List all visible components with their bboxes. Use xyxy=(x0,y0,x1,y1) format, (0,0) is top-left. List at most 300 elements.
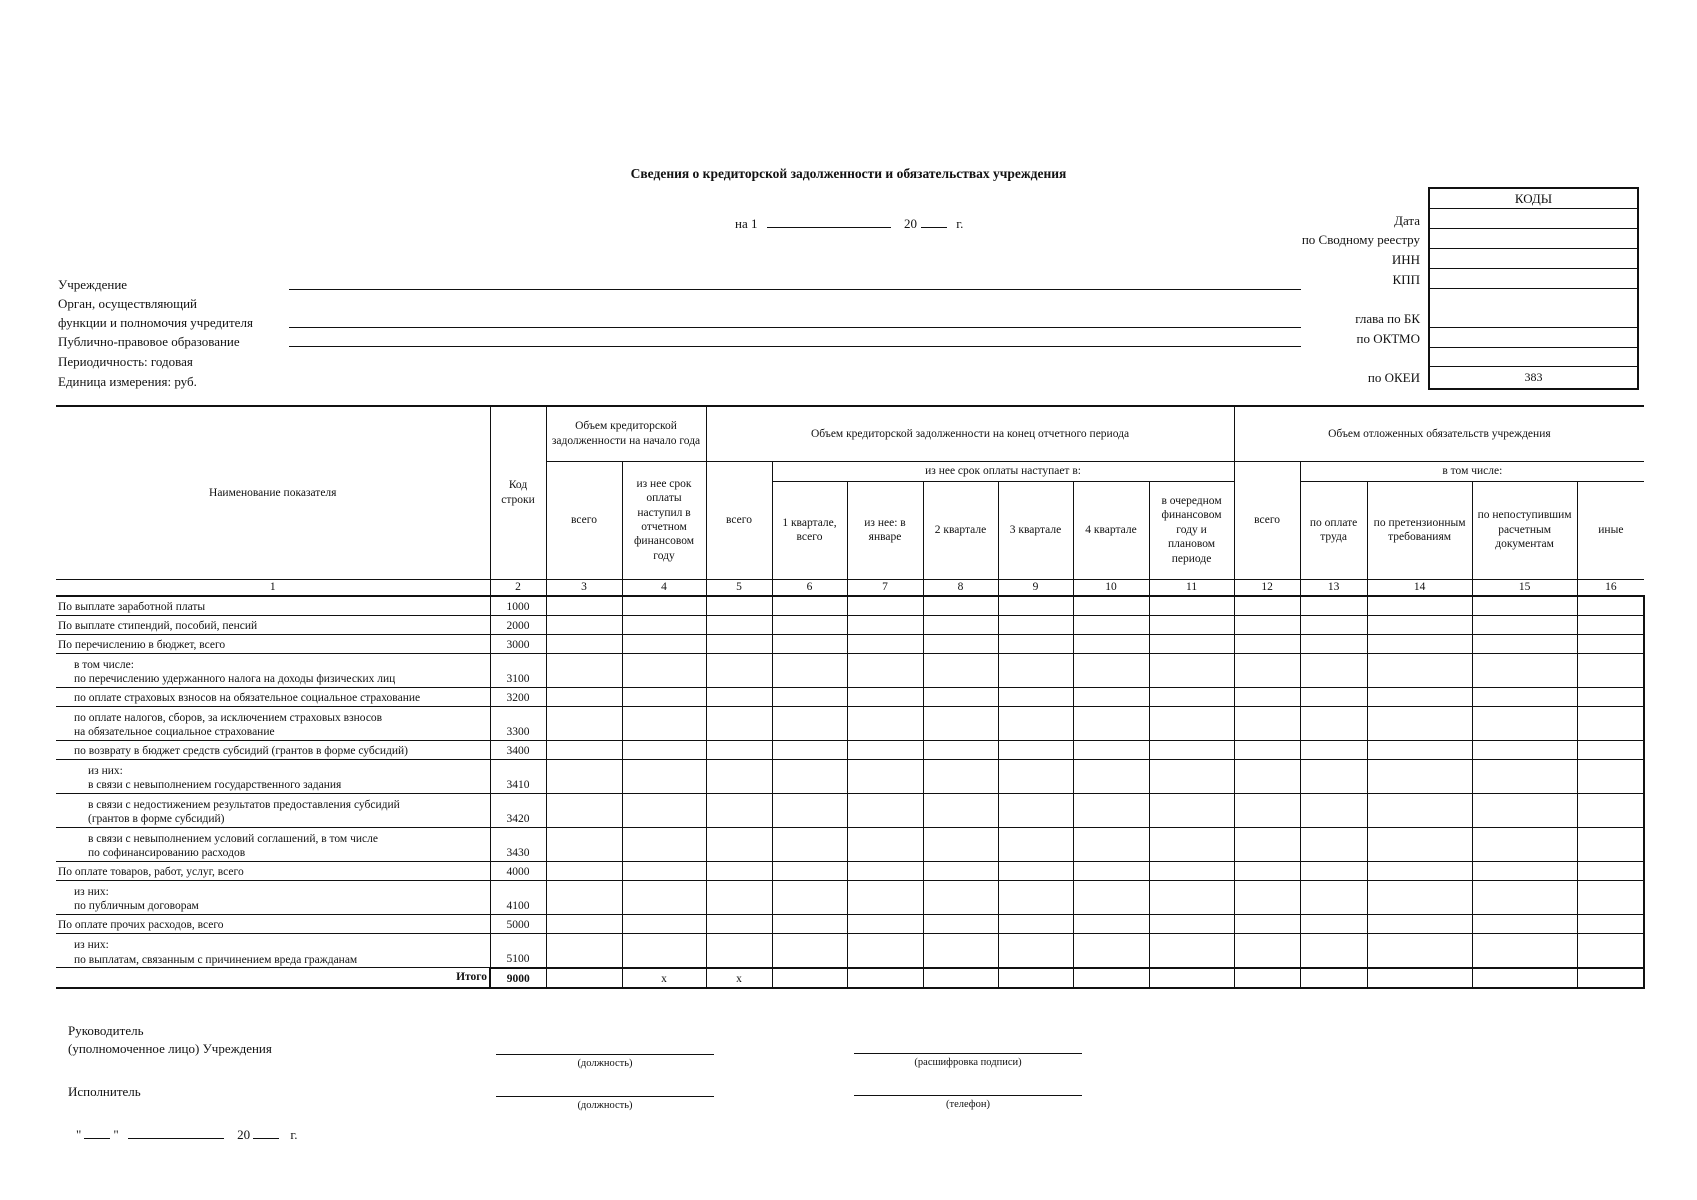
value-cell[interactable] xyxy=(923,914,998,933)
value-cell[interactable] xyxy=(772,827,847,861)
value-cell[interactable] xyxy=(772,880,847,914)
value-cell[interactable] xyxy=(1073,827,1149,861)
value-cell[interactable] xyxy=(706,880,772,914)
value-cell[interactable] xyxy=(1367,596,1472,616)
value-cell[interactable] xyxy=(1149,706,1234,740)
value-cell[interactable] xyxy=(546,615,622,634)
value-cell[interactable] xyxy=(1073,706,1149,740)
value-cell[interactable] xyxy=(622,634,706,653)
value-cell[interactable] xyxy=(1577,740,1644,759)
col-header-q3: 3 квартале xyxy=(998,481,1073,579)
total-value-cell[interactable] xyxy=(772,968,847,988)
value-cell[interactable] xyxy=(546,634,622,653)
code-inn-cell[interactable] xyxy=(1430,249,1637,269)
value-cell[interactable] xyxy=(998,861,1073,880)
value-cell[interactable] xyxy=(847,687,923,706)
value-cell[interactable] xyxy=(923,634,998,653)
year-blank[interactable] xyxy=(921,215,947,228)
row-code: 3400 xyxy=(490,740,546,759)
total-value-cell[interactable] xyxy=(998,968,1073,988)
total-value-cell[interactable] xyxy=(1149,968,1234,988)
value-cell[interactable] xyxy=(622,933,706,968)
value-cell[interactable] xyxy=(1073,861,1149,880)
value-cell[interactable] xyxy=(1073,615,1149,634)
value-cell[interactable] xyxy=(772,687,847,706)
col-header-labor: по оплате труда xyxy=(1300,481,1367,579)
value-cell[interactable] xyxy=(998,933,1073,968)
value-cell[interactable] xyxy=(1149,827,1234,861)
value-cell[interactable] xyxy=(1149,615,1234,634)
value-cell[interactable] xyxy=(1073,793,1149,827)
value-cell[interactable] xyxy=(923,759,998,793)
value-cell[interactable] xyxy=(1300,706,1367,740)
value-cell[interactable] xyxy=(923,706,998,740)
value-cell[interactable] xyxy=(1073,634,1149,653)
value-cell[interactable] xyxy=(622,793,706,827)
public-entity-label: Публично-правовое образование xyxy=(58,334,240,349)
value-cell[interactable] xyxy=(847,706,923,740)
table-body xyxy=(56,596,1644,988)
value-cell[interactable] xyxy=(622,914,706,933)
value-cell[interactable] xyxy=(1367,827,1472,861)
value-cell[interactable] xyxy=(772,933,847,968)
col-header-unreceived: по непоступившим расчетным документам xyxy=(1472,481,1577,579)
value-cell[interactable] xyxy=(622,880,706,914)
col-number: 3 xyxy=(546,579,622,596)
value-cell[interactable] xyxy=(546,740,622,759)
value-cell[interactable] xyxy=(772,914,847,933)
institution-label: Учреждение xyxy=(58,277,128,292)
value-cell[interactable] xyxy=(772,615,847,634)
value-cell[interactable] xyxy=(772,793,847,827)
head-decoding-caption: (расшифровка подписи) xyxy=(914,1057,1022,1068)
value-cell[interactable] xyxy=(1149,759,1234,793)
value-cell[interactable] xyxy=(998,615,1073,634)
value-cell[interactable] xyxy=(1472,653,1577,687)
code-label-kpp: КПП xyxy=(1392,272,1420,287)
value-cell[interactable] xyxy=(1472,861,1577,880)
value-cell[interactable] xyxy=(706,827,772,861)
col-header-start-total: всего xyxy=(546,461,622,579)
report-date-line xyxy=(735,215,963,232)
value-cell[interactable] xyxy=(998,706,1073,740)
value-cell[interactable] xyxy=(1472,793,1577,827)
value-cell[interactable] xyxy=(1234,933,1300,968)
institution-line[interactable] xyxy=(289,289,1301,290)
value-cell[interactable] xyxy=(1472,914,1577,933)
value-cell[interactable] xyxy=(1073,933,1149,968)
value-cell[interactable] xyxy=(706,861,772,880)
col-header-q1: 1 квартале, всего xyxy=(772,481,847,579)
col-number: 9 xyxy=(998,579,1073,596)
value-cell[interactable] xyxy=(622,861,706,880)
value-cell[interactable] xyxy=(1577,759,1644,793)
value-cell[interactable] xyxy=(1577,687,1644,706)
total-value-cell[interactable] xyxy=(1073,968,1149,988)
value-cell[interactable] xyxy=(998,740,1073,759)
value-cell[interactable] xyxy=(546,653,622,687)
value-cell[interactable] xyxy=(622,596,706,616)
value-cell[interactable] xyxy=(1577,880,1644,914)
value-cell[interactable] xyxy=(998,759,1073,793)
value-cell[interactable] xyxy=(1300,740,1367,759)
total-row xyxy=(56,968,1644,988)
value-cell[interactable] xyxy=(706,615,772,634)
value-cell[interactable] xyxy=(1300,914,1367,933)
value-cell[interactable] xyxy=(546,914,622,933)
value-cell[interactable] xyxy=(546,687,622,706)
value-cell[interactable] xyxy=(847,861,923,880)
value-cell[interactable] xyxy=(998,914,1073,933)
row-name: в связи с невыполнением условий соглашений, в том числе по софинансированию расходов xyxy=(56,827,490,861)
value-cell[interactable] xyxy=(622,615,706,634)
value-cell[interactable] xyxy=(1234,596,1300,616)
total-value-cell[interactable] xyxy=(1300,968,1367,988)
value-cell[interactable] xyxy=(1149,880,1234,914)
value-cell[interactable] xyxy=(1472,759,1577,793)
col-number: 4 xyxy=(622,579,706,596)
public-entity-line[interactable] xyxy=(289,346,1301,347)
value-cell[interactable] xyxy=(1577,634,1644,653)
value-cell[interactable] xyxy=(1073,596,1149,616)
value-cell[interactable] xyxy=(998,687,1073,706)
value-cell[interactable] xyxy=(1300,759,1367,793)
value-cell[interactable] xyxy=(847,596,923,616)
value-cell[interactable] xyxy=(1234,793,1300,827)
value-cell[interactable] xyxy=(772,759,847,793)
col-header-next-years: в очередном финансовом году и плановом периоде xyxy=(1149,481,1234,579)
table-row xyxy=(56,634,1644,653)
value-cell[interactable] xyxy=(1472,933,1577,968)
value-cell[interactable] xyxy=(1367,861,1472,880)
value-cell[interactable] xyxy=(1073,687,1149,706)
periodicity-label: Периодичность: годовая xyxy=(58,354,193,369)
value-cell[interactable] xyxy=(1149,793,1234,827)
value-cell[interactable] xyxy=(1472,827,1577,861)
value-cell[interactable] xyxy=(706,653,772,687)
value-cell[interactable] xyxy=(1073,880,1149,914)
value-cell[interactable] xyxy=(1577,615,1644,634)
value-cell[interactable] xyxy=(1367,914,1472,933)
value-cell[interactable] xyxy=(1300,596,1367,616)
footer-year-blank[interactable] xyxy=(253,1126,279,1139)
value-cell[interactable] xyxy=(1149,740,1234,759)
row-name: По выплате стипендий, пособий, пенсий xyxy=(56,615,490,634)
code-label-okei: по ОКЕИ xyxy=(1367,370,1420,385)
value-cell[interactable] xyxy=(1073,653,1149,687)
total-value-cell[interactable] xyxy=(847,968,923,988)
value-cell[interactable] xyxy=(923,827,998,861)
value-cell[interactable] xyxy=(1234,827,1300,861)
total-value-cell[interactable] xyxy=(923,968,998,988)
value-cell[interactable] xyxy=(1073,914,1149,933)
value-cell[interactable] xyxy=(622,759,706,793)
col-number: 16 xyxy=(1577,579,1644,596)
value-cell[interactable] xyxy=(706,914,772,933)
row-code: 3300 xyxy=(490,706,546,740)
value-cell[interactable] xyxy=(1472,687,1577,706)
value-cell[interactable] xyxy=(1234,861,1300,880)
col-group-end: Объем кредиторской задолженности на конец отчетного периода xyxy=(706,406,1234,461)
value-cell[interactable] xyxy=(1367,615,1472,634)
value-cell[interactable] xyxy=(1367,687,1472,706)
total-x-mark: х xyxy=(622,968,706,988)
row-name: По перечислению в бюджет, всего xyxy=(56,634,490,653)
value-cell[interactable] xyxy=(1577,706,1644,740)
value-cell[interactable] xyxy=(923,793,998,827)
total-value-cell[interactable] xyxy=(1472,968,1577,988)
row-code: 3410 xyxy=(490,759,546,793)
value-cell[interactable] xyxy=(1149,687,1234,706)
value-cell[interactable] xyxy=(772,653,847,687)
value-cell[interactable] xyxy=(1234,687,1300,706)
value-cell[interactable] xyxy=(1367,880,1472,914)
row-code: 5000 xyxy=(490,914,546,933)
row-name: По выплате заработной платы xyxy=(56,596,490,616)
head-position-caption: (должность) xyxy=(577,1058,633,1069)
footer-date xyxy=(76,1126,298,1143)
col-number: 7 xyxy=(847,579,923,596)
value-cell[interactable] xyxy=(772,634,847,653)
value-cell[interactable] xyxy=(998,596,1073,616)
col-header-end-total: всего xyxy=(706,461,772,579)
value-cell[interactable] xyxy=(772,596,847,616)
total-value-cell[interactable] xyxy=(1367,968,1472,988)
value-cell[interactable] xyxy=(998,634,1073,653)
value-cell[interactable] xyxy=(622,687,706,706)
table-row xyxy=(56,914,1644,933)
executor-position-line[interactable] xyxy=(496,1096,714,1097)
value-cell[interactable] xyxy=(1149,914,1234,933)
col-number: 10 xyxy=(1073,579,1149,596)
value-cell[interactable] xyxy=(706,596,772,616)
value-cell[interactable] xyxy=(998,653,1073,687)
value-cell[interactable] xyxy=(1234,634,1300,653)
payables-table xyxy=(56,405,1645,989)
code-registry-cell[interactable] xyxy=(1430,229,1637,249)
value-cell[interactable] xyxy=(772,706,847,740)
value-cell[interactable] xyxy=(1149,596,1234,616)
value-cell[interactable] xyxy=(1300,653,1367,687)
value-cell[interactable] xyxy=(1472,596,1577,616)
value-cell[interactable] xyxy=(998,827,1073,861)
col-number: 2 xyxy=(490,579,546,596)
value-cell[interactable] xyxy=(1234,706,1300,740)
col-header-q4: 4 квартале xyxy=(1073,481,1149,579)
row-name: из них: в связи с невыполнением государственного задания xyxy=(56,759,490,793)
value-cell[interactable] xyxy=(1367,653,1472,687)
value-cell[interactable] xyxy=(706,687,772,706)
value-cell[interactable] xyxy=(923,740,998,759)
col-header-code: Код строки xyxy=(490,406,546,579)
organ-label-line1: Орган, осуществляющий xyxy=(58,296,197,311)
value-cell[interactable] xyxy=(1234,615,1300,634)
value-cell[interactable] xyxy=(847,615,923,634)
value-cell[interactable] xyxy=(847,880,923,914)
value-cell[interactable] xyxy=(1300,793,1367,827)
value-cell[interactable] xyxy=(847,653,923,687)
value-cell[interactable] xyxy=(1367,634,1472,653)
month-blank[interactable] xyxy=(128,1126,224,1139)
col-number: 5 xyxy=(706,579,772,596)
value-cell[interactable] xyxy=(998,793,1073,827)
row-code: 3420 xyxy=(490,793,546,827)
value-cell[interactable] xyxy=(847,933,923,968)
value-cell[interactable] xyxy=(706,634,772,653)
value-cell[interactable] xyxy=(1234,880,1300,914)
code-label-registry: по Сводному реестру xyxy=(1301,232,1420,247)
value-cell[interactable] xyxy=(706,933,772,968)
value-cell[interactable] xyxy=(1367,759,1472,793)
value-cell[interactable] xyxy=(622,653,706,687)
value-cell[interactable] xyxy=(1300,933,1367,968)
value-cell[interactable] xyxy=(706,759,772,793)
executor-label: Исполнитель xyxy=(68,1084,141,1099)
value-cell[interactable] xyxy=(1472,706,1577,740)
row-code: 4000 xyxy=(490,861,546,880)
value-cell[interactable] xyxy=(923,933,998,968)
day-blank[interactable] xyxy=(84,1126,110,1139)
value-cell[interactable] xyxy=(1149,933,1234,968)
total-value-cell[interactable] xyxy=(1234,968,1300,988)
table-row xyxy=(56,596,1644,616)
value-cell[interactable] xyxy=(1367,706,1472,740)
total-code: 9000 xyxy=(490,968,546,988)
value-cell[interactable] xyxy=(1234,759,1300,793)
row-code: 3000 xyxy=(490,634,546,653)
value-cell[interactable] xyxy=(1300,827,1367,861)
value-cell[interactable] xyxy=(998,880,1073,914)
row-code: 5100 xyxy=(490,933,546,968)
organ-line[interactable] xyxy=(289,327,1301,328)
value-cell[interactable] xyxy=(1073,740,1149,759)
value-cell[interactable] xyxy=(706,793,772,827)
value-cell[interactable] xyxy=(1577,933,1644,968)
head-position-line[interactable] xyxy=(496,1054,714,1055)
value-cell[interactable] xyxy=(1149,861,1234,880)
value-cell[interactable] xyxy=(1234,653,1300,687)
code-blank-cell[interactable] xyxy=(1430,348,1637,367)
value-cell[interactable] xyxy=(1472,740,1577,759)
value-cell[interactable] xyxy=(546,706,622,740)
value-cell[interactable] xyxy=(772,861,847,880)
value-cell[interactable] xyxy=(847,827,923,861)
value-cell[interactable] xyxy=(706,706,772,740)
value-cell[interactable] xyxy=(546,880,622,914)
code-label-date: Дата xyxy=(1394,213,1420,228)
code-oktmo-cell[interactable] xyxy=(1430,328,1637,348)
value-cell[interactable] xyxy=(1300,861,1367,880)
executor-position-caption: (должность) xyxy=(577,1100,633,1111)
table-row xyxy=(56,880,1644,914)
value-cell[interactable] xyxy=(1149,634,1234,653)
value-cell[interactable] xyxy=(1300,880,1367,914)
total-value-cell[interactable] xyxy=(1577,968,1644,988)
value-cell[interactable] xyxy=(1577,653,1644,687)
value-cell[interactable] xyxy=(1367,793,1472,827)
value-cell[interactable] xyxy=(1300,634,1367,653)
value-cell[interactable] xyxy=(546,827,622,861)
value-cell[interactable] xyxy=(1577,827,1644,861)
col-header-jan: из нее: в январе xyxy=(847,481,923,579)
col-number: 6 xyxy=(772,579,847,596)
value-cell[interactable] xyxy=(1367,740,1472,759)
row-name: по оплате налогов, сборов, за исключением страховых взносов на обязательное социальное страхование xyxy=(56,706,490,740)
value-cell[interactable] xyxy=(923,596,998,616)
col-header-def-total: всего xyxy=(1234,461,1300,579)
value-cell[interactable] xyxy=(847,759,923,793)
code-kpp-cell[interactable] xyxy=(1430,269,1637,289)
code-okei-cell: 383 xyxy=(1524,370,1543,384)
value-cell[interactable] xyxy=(1577,596,1644,616)
value-cell[interactable] xyxy=(1300,615,1367,634)
value-cell[interactable] xyxy=(1234,914,1300,933)
value-cell[interactable] xyxy=(923,615,998,634)
head-decoding-line[interactable] xyxy=(854,1053,1082,1054)
value-cell[interactable] xyxy=(622,827,706,861)
value-cell[interactable] xyxy=(1577,793,1644,827)
value-cell[interactable] xyxy=(1472,880,1577,914)
value-cell[interactable] xyxy=(546,793,622,827)
value-cell[interactable] xyxy=(1300,687,1367,706)
executor-phone-line[interactable] xyxy=(854,1095,1082,1096)
code-date-cell[interactable] xyxy=(1430,209,1637,229)
value-cell[interactable] xyxy=(546,759,622,793)
col-group-start: Объем кредиторской задолженности на начало года xyxy=(546,406,706,461)
value-cell[interactable] xyxy=(1149,653,1234,687)
footer-year: 20 xyxy=(237,1127,251,1142)
value-cell[interactable] xyxy=(1577,914,1644,933)
head-label-line2: (уполномоченное лицо) Учреждения xyxy=(68,1041,272,1056)
value-cell[interactable] xyxy=(772,740,847,759)
row-name: в том числе: по перечислению удержанного налога на доходы физических лиц xyxy=(56,653,490,687)
code-bk-cell[interactable] xyxy=(1430,289,1637,328)
year-suffix: г. xyxy=(956,216,964,231)
value-cell[interactable] xyxy=(923,861,998,880)
col-subgroup-due: из нее срок оплаты наступает в: xyxy=(772,461,1234,481)
table-row xyxy=(56,706,1644,740)
total-x-mark: х xyxy=(706,968,772,988)
value-cell[interactable] xyxy=(1234,740,1300,759)
value-cell[interactable] xyxy=(622,706,706,740)
value-cell[interactable] xyxy=(847,740,923,759)
value-cell[interactable] xyxy=(847,914,923,933)
value-cell[interactable] xyxy=(923,880,998,914)
value-cell[interactable] xyxy=(1472,634,1577,653)
value-cell[interactable] xyxy=(923,653,998,687)
value-cell[interactable] xyxy=(1577,861,1644,880)
value-cell[interactable] xyxy=(546,861,622,880)
col-header-claims: по претензионным требованиям xyxy=(1367,481,1472,579)
value-cell[interactable] xyxy=(847,634,923,653)
col-header-start-due: из нее срок оплаты наступил в отчетном финансовом году xyxy=(622,461,706,579)
date-blank[interactable] xyxy=(767,215,891,228)
table-row xyxy=(56,861,1644,880)
row-name: По оплате прочих расходов, всего xyxy=(56,914,490,933)
value-cell[interactable] xyxy=(706,740,772,759)
value-cell[interactable] xyxy=(847,793,923,827)
value-cell[interactable] xyxy=(622,740,706,759)
value-cell[interactable] xyxy=(1073,759,1149,793)
total-value-cell[interactable] xyxy=(546,968,622,988)
col-header-other: иные xyxy=(1577,481,1644,579)
value-cell[interactable] xyxy=(1367,933,1472,968)
value-cell[interactable] xyxy=(546,596,622,616)
value-cell[interactable] xyxy=(1472,615,1577,634)
executor-phone-caption: (телефон) xyxy=(946,1099,990,1110)
value-cell[interactable] xyxy=(923,687,998,706)
value-cell[interactable] xyxy=(546,933,622,968)
